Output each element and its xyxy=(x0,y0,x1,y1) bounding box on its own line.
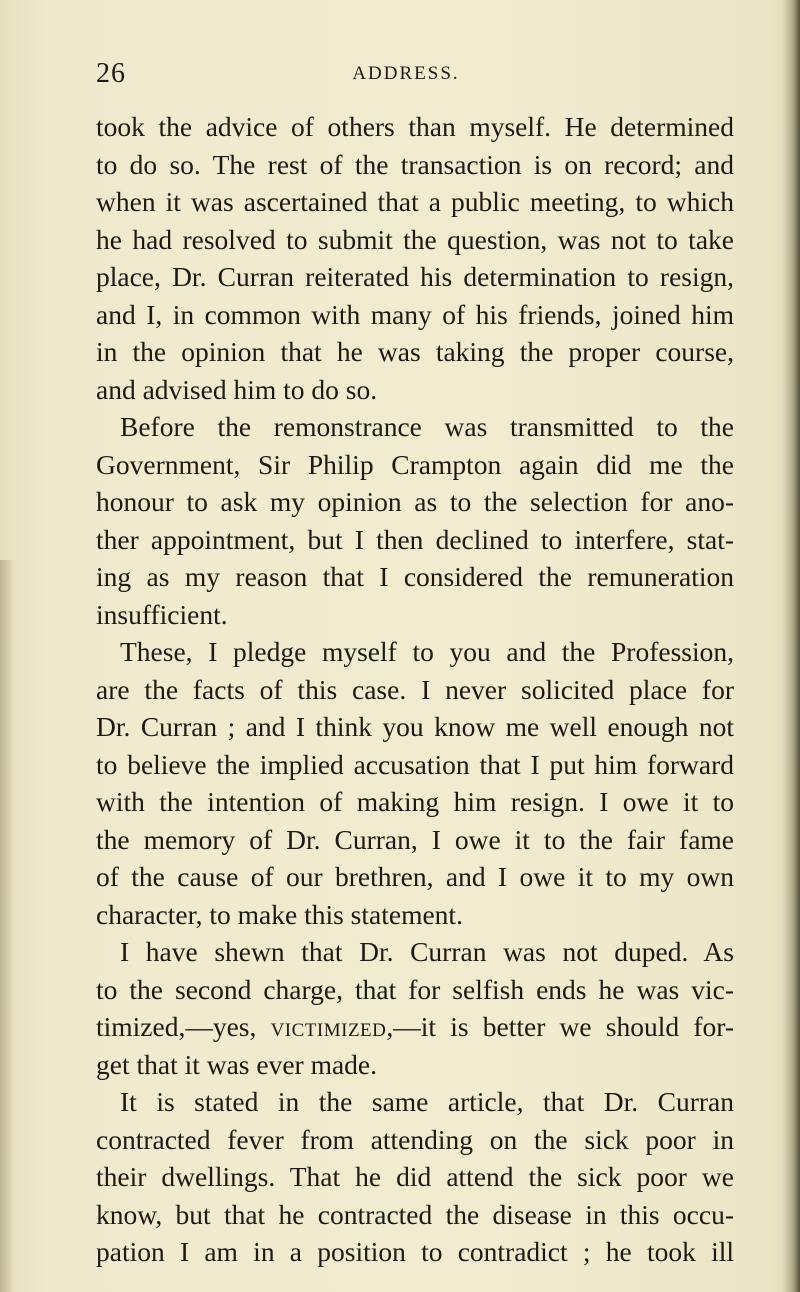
page-edge-shade-left xyxy=(0,560,14,1292)
text-line: honour to ask my opinion as to the selection for ano- xyxy=(96,486,734,517)
text-line: I have shewn that Dr. Curran was not duped. As xyxy=(120,936,734,967)
body-text xyxy=(96,108,734,1271)
text-line: Before the remonstrance was transmitted to the xyxy=(120,411,734,442)
text-line: the memory of Dr. Curran, I owe it to the fair fame xyxy=(96,823,734,855)
text-line: and I, in common with many of his friends, joined him xyxy=(96,298,734,330)
text-line: are the facts of this case. I never solicited place for xyxy=(96,673,734,705)
text-line: in the opinion that he was taking the proper course, xyxy=(96,336,734,367)
text-line: character, to make this statement. xyxy=(96,898,463,930)
text-line: Government, Sir Philip Crampton again did me the xyxy=(96,448,734,480)
text-line: know, but that he contracted the disease in this occu- xyxy=(96,1198,734,1230)
text-line: their dwellings. That he did attend the sick poor we xyxy=(96,1161,734,1192)
text-line: pation I am in a position to contradict ; he took ill xyxy=(96,1236,734,1267)
running-head xyxy=(96,58,736,90)
text-line: timized,—yes, victimized,—it is better we should for- xyxy=(96,1011,734,1042)
text-line: These, I pledge myself to you and the Profession, xyxy=(120,636,734,667)
text-line: when it was ascertained that a public meeting, to which xyxy=(96,186,734,217)
text-line: with the intention of making him resign. I owe it to xyxy=(96,786,734,817)
text-line: Dr. Curran ; and I think you know me well enough not xyxy=(96,711,734,742)
page-number: 26 xyxy=(96,58,126,89)
text-line: contracted fever from attending on the sick poor in xyxy=(96,1123,734,1155)
text-line: took the advice of others than myself. He determined xyxy=(96,111,734,142)
text-line: ing as my reason that I considered the remuneration xyxy=(96,561,734,592)
small-caps-emphasis: victimized xyxy=(270,1011,387,1042)
text-line: insufficient. xyxy=(96,598,228,630)
text-line: and advised him to do so. xyxy=(96,373,378,405)
text-line: to believe the implied accusation that I put him forward xyxy=(96,748,734,780)
text-line: of the cause of our brethren, and I owe it to my own xyxy=(96,861,734,892)
text-line: ther appointment, but I then declined to interfere, stat- xyxy=(96,523,734,555)
page-edge-shadow-right xyxy=(782,0,800,1292)
text-line: get that it was ever made. xyxy=(96,1048,378,1080)
text-line: It is stated in the same article, that Dr. Curran xyxy=(120,1086,734,1117)
text-line: to do so. The rest of the transaction is on record; and xyxy=(96,148,734,180)
running-head-title: ADDRESS. xyxy=(352,63,460,84)
text-line: place, Dr. Curran reiterated his determination to resign, xyxy=(96,261,734,292)
text-line: he had resolved to submit the question, was not to take xyxy=(96,223,734,255)
text-line: to the second charge, that for selfish ends he was vic- xyxy=(96,973,734,1005)
